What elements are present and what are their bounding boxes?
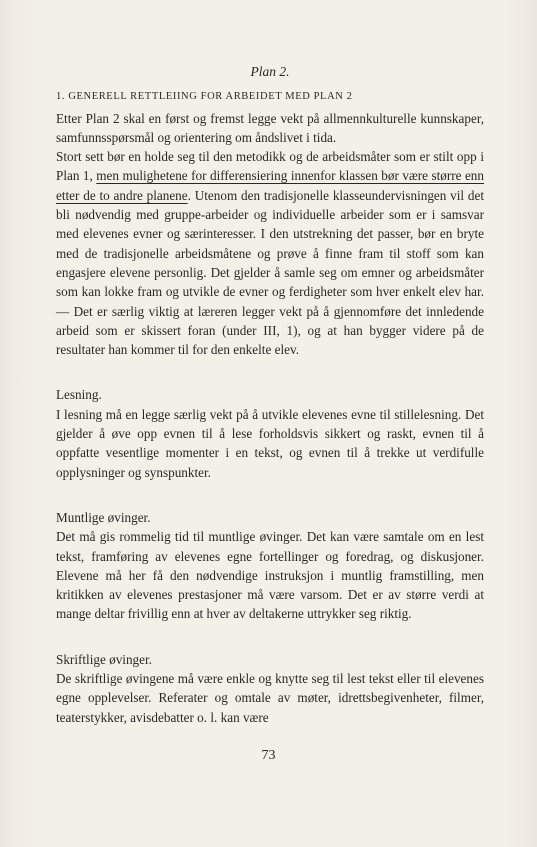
muntlige-heading: Muntlige øvinger.: [56, 509, 151, 525]
intro-paragraph: Etter Plan 2 skal en først og fremst legge vekt på allmennkulturelle kunnskaper, samfunnsspørsmål og orientering om åndslivet i tida.: [56, 110, 484, 145]
lesning-heading: Lesning.: [56, 387, 102, 403]
paragraph-methods-part1: Stort sett bør en holde seg til den metodikk og de arbeidsmåter som er stilt opp i Plan 1,: [56, 149, 484, 184]
plan-title: Plan 2.: [250, 64, 290, 79]
page-content: [56, 56, 484, 727]
page-number: 73: [261, 748, 276, 763]
section-heading: [56, 87, 484, 106]
section-heading-text: GENERELL RETTLEIING FOR ARBEIDET MED PLAN 2: [68, 91, 353, 103]
lesning-paragraph: I lesning må en legge særlig vekt på å utvikle elevenes evne til stillelesning. Det gjelder å øve opp evnen til å lese forholdsvis sikkert og raskt, evnen til å oppfatte vesentlige momenter i en tekst, og evnen til å trekke ut verdifulle opplysninger og synspunkter.: [56, 406, 484, 480]
underlined-phrase: men mulighetene for differensiering innenfor klassen bør være større enn etter de to andre planene: [56, 168, 484, 203]
skriftlige-heading: Skriftlige øvinger.: [56, 651, 152, 667]
paragraph-methods-part2: . Utenom den tradisjonelle klasseundervisningen vil det bli nødvendig med gruppe-arbeider og individuelle arbeider som er i samsvar med elevenes evner og særinteresser. I den utstrekning det passer, bør en bryte med de tradisjonelle arbeidsmåtene og prøve å finne fram til stoff som kan engasjere elevene personlig. Det gjelder å samle seg om emner og arbeidsmåter som kan lokke fram og utvikle de evner og ferdigheter som hver enkelt elev har. — Det er særlig viktig at læreren legger vekt på å gjennomføre det innledende arbeid som er skissert foran (under III, 1), og at han bygger videre på de resultater han kommer til for den enkelte elev.: [56, 187, 485, 358]
skriftlige-paragraph: De skriftlige øvingene må være enkle og knytte seg til lest tekst eller til elevenes egne opplevelser. Referater og omtale av møter, idrettsbegivenheter, filmer, teaterstykker, avisdebatter o. l. kan være: [56, 671, 484, 725]
section-number: 1.: [56, 91, 66, 103]
paragraph-methods: [56, 147, 484, 359]
muntlige-paragraph: Det må gis rommelig tid til muntlige øvinger. Det kan være samtale om en lest tekst, framføring av elevenes egne fortellinger og foredrag, og diskusjoner. Elevene må her få den nødvendige instruksjon i muntlig framstilling, men kritikken av elevenes prestasjoner må være varsom. Det er av større verdi at mange deltar frivillig enn at hver av deltakerne uttrykker seg riktig.: [56, 529, 484, 622]
